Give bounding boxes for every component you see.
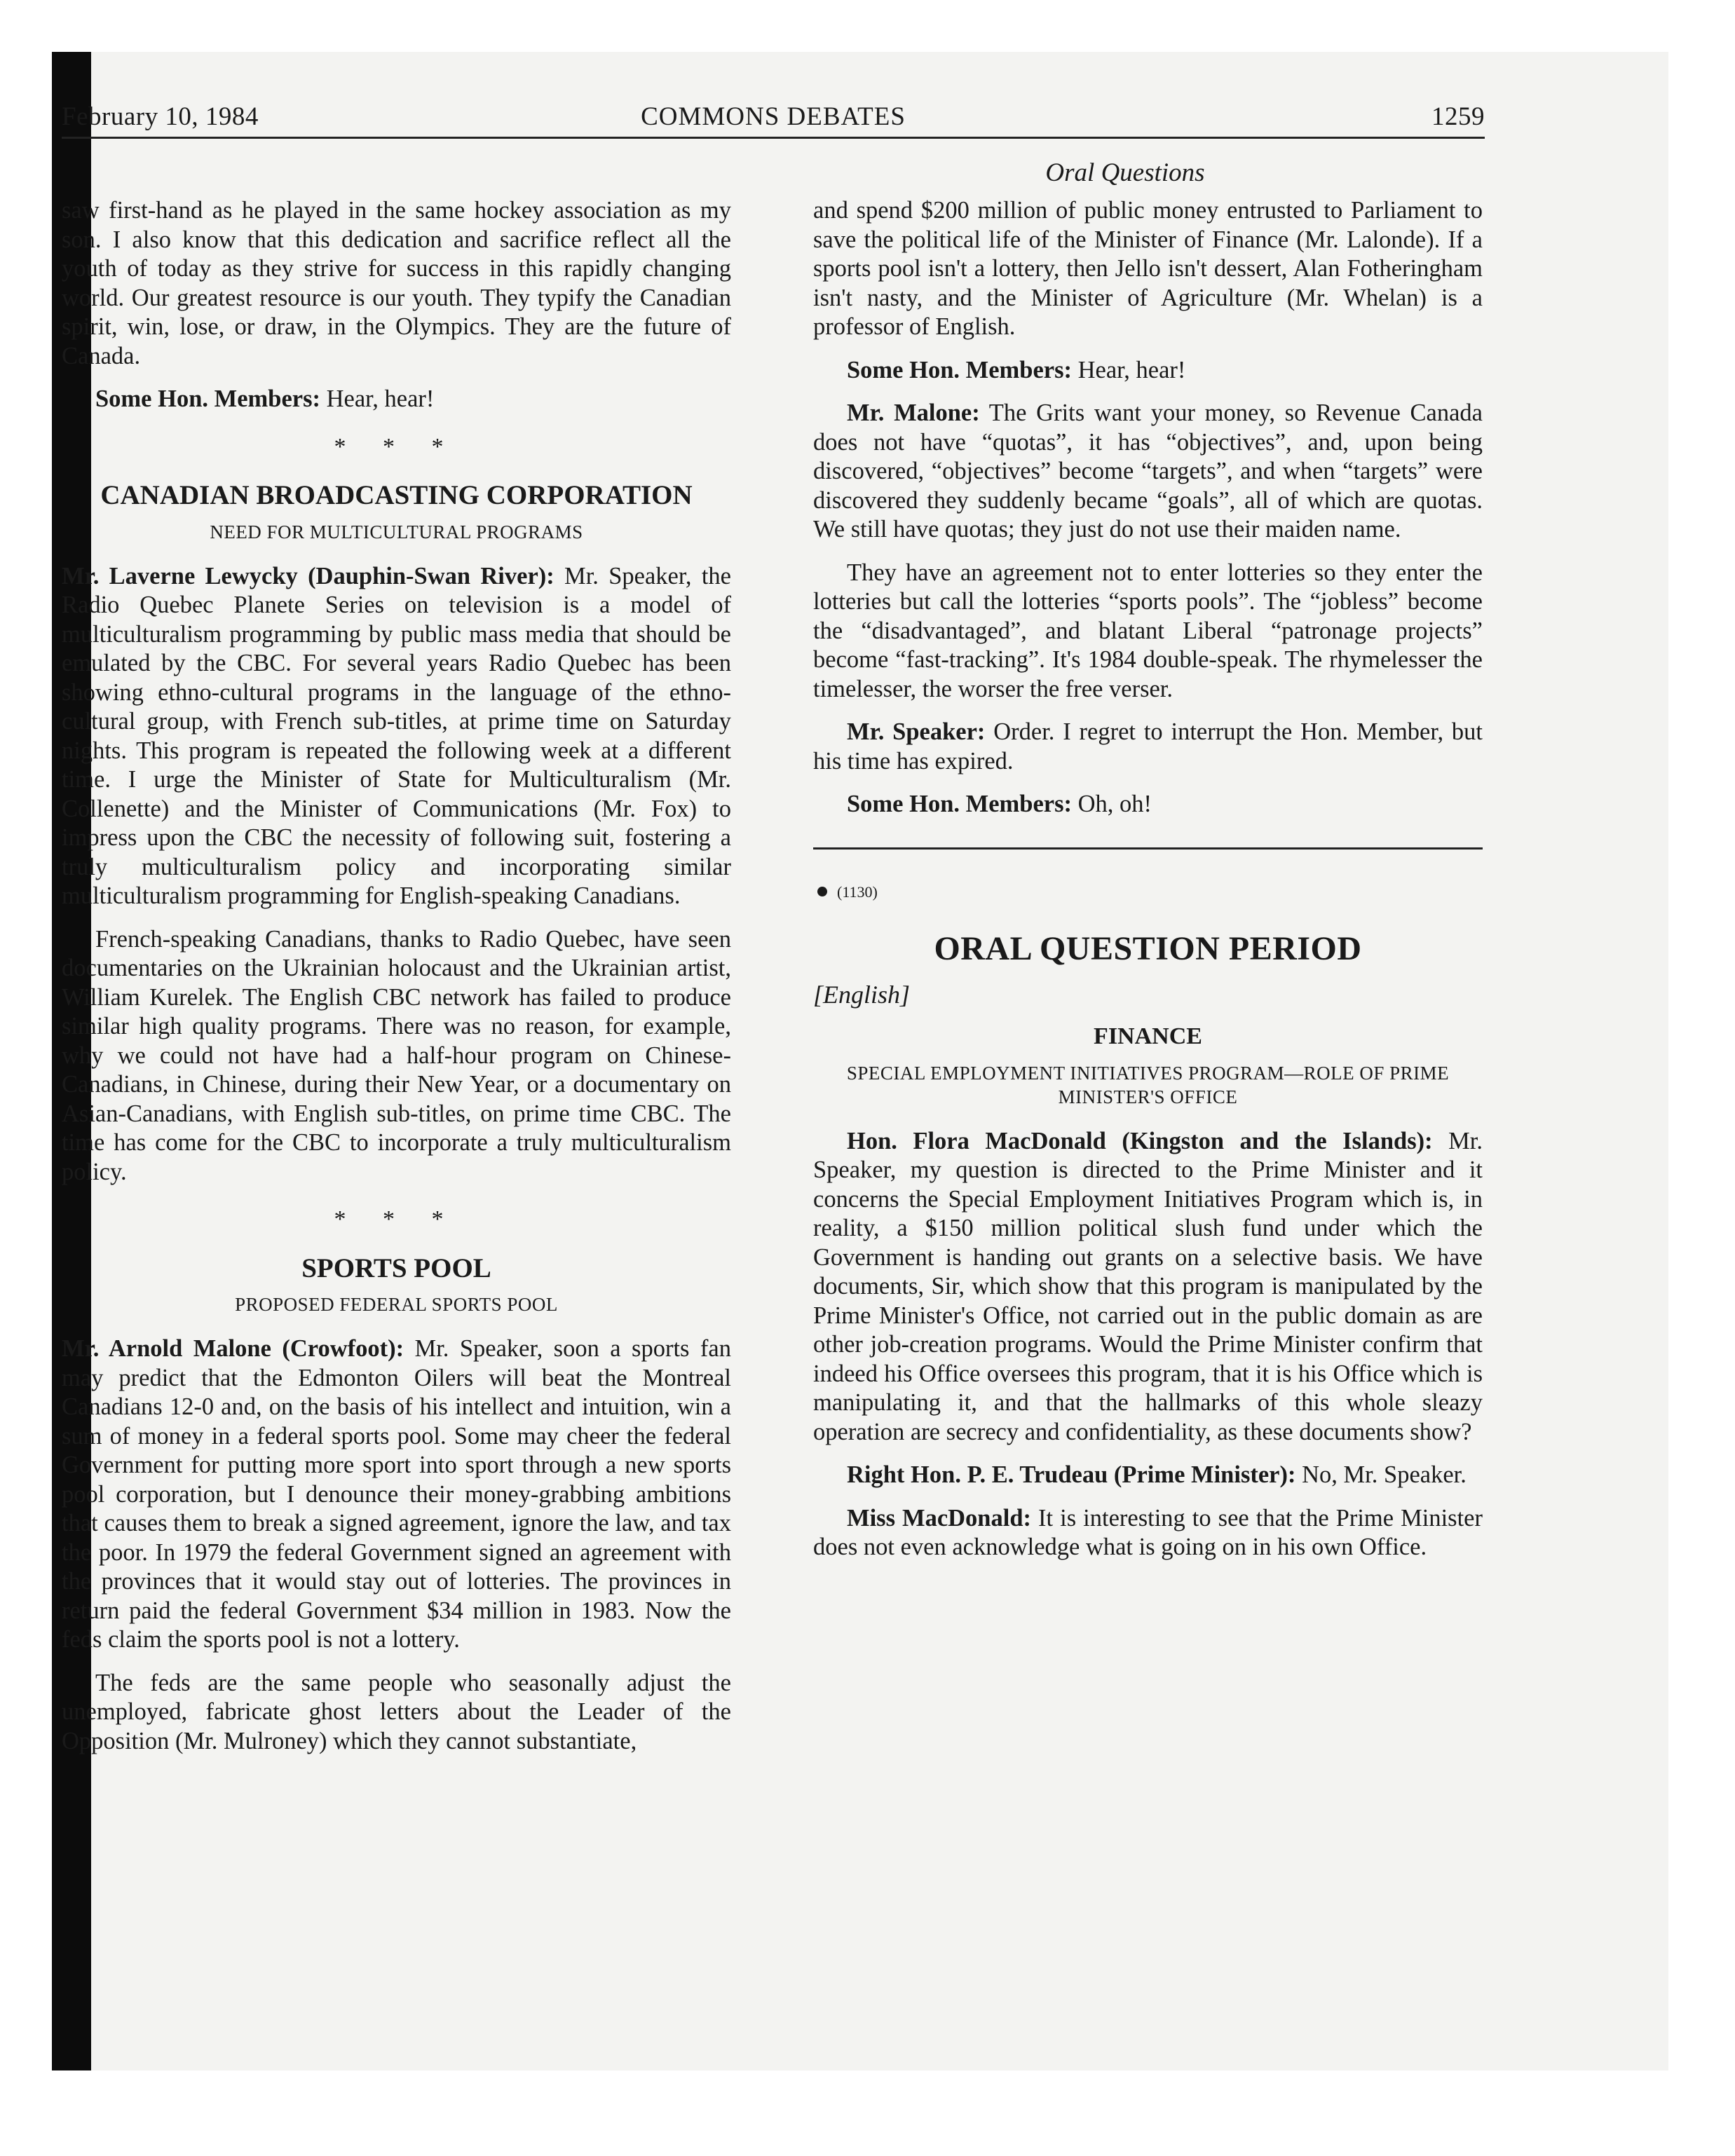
paragraph — [813, 718, 1483, 776]
section-heading: FINANCE — [1094, 1023, 1202, 1049]
paragraph — [813, 790, 1483, 819]
paragraph — [813, 1127, 1483, 1447]
bullet-icon — [817, 887, 827, 896]
paragraph: saw first-hand as he played in the same hockey association as my son. I also know that this dedication and sacrifice reflect all the youth of today as they strive for success in this rapidly changing world. Our greatest resource is our youth. They typify the Canadian spirit, win, lose, or draw, in the Olympics. They are the future of Canada. — [62, 197, 731, 369]
paragraph: The feds are the same people who seasonally adjust the unemployed, fabricate ghost letters about the Leader of the Opposition (Mr. Mulroney) which they cannot substantiate, — [62, 1669, 731, 1754]
speaker-name: Mr. Speaker: — [847, 718, 986, 745]
paragraph — [813, 1461, 1483, 1490]
speaker-name: Some Hon. Members: — [847, 356, 1072, 383]
speaker-name: Right Hon. P. E. Trudeau (Prime Minister): — [847, 1461, 1296, 1488]
header-title: COMMONS DEBATES — [641, 102, 906, 131]
section-divider — [813, 847, 1483, 850]
running-head: Oral Questions — [1045, 158, 1205, 187]
speaker-name: Miss MacDonald: — [847, 1504, 1032, 1531]
speech-text: Mr. Speaker, soon a sports fan may predict that the Edmonton Oilers will beat the Montreal Canadians 12-0 and, on the basis of his intellect and intuition, win a sum of money in a federal sports pool. Some may cheer the federal Government for putting more sport into sport through a new sports pool corporation, but I denounce their money-grabbing ambitions that causes them to break a signed agreement, ignore the law, and tax the poor. In 1979 the federal Government signed an agreement with the provinces that it would stay out of lotteries. The provinces in return paid the federal Government $34 million in 1983. Now the feds claim the sports pool is not a lottery. — [62, 1335, 731, 1653]
speaker-name: Hon. Flora MacDonald (Kingston and the Islands): — [847, 1127, 1433, 1154]
language-marker: [English] — [813, 980, 911, 1009]
speech-text: Hear, hear! — [1071, 356, 1186, 383]
section-separator: * * * — [334, 433, 459, 460]
speech-text: Mr. Speaker, the Radio Quebec Planete Series on television is a model of multiculturalism programming by public mass media that should be emulated by the CBC. For several years Radio Quebec has been showing ethno-cultural programs in the language of the ethno-cultural group, with French sub-titles, at prime time on Saturday nights. This program is repeated the following week at a different time. I urge the Minister of State for Multiculturalism (Mr. Collenette) and the Minister of Communications (Mr. Fox) to impress upon the CBC the necessity of following suit, fostering a truly multiculturalism policy and incorporating similar multiculturalism programming for English-speaking Canadians. — [62, 562, 731, 909]
speech-text: Order. I regret to interrupt the Hon. Member, but his time has expired. — [813, 718, 1483, 775]
paragraph — [62, 1335, 731, 1655]
major-heading: ORAL QUESTION PERIOD — [934, 930, 1362, 967]
time-marker-text: (1130) — [837, 882, 878, 901]
paragraph — [813, 399, 1483, 545]
paragraph: and spend $200 million of public money entrusted to Parliament to save the political life of the Minister of Finance (Mr. Lalonde). If a sports pool isn't a lottery, then Jello isn't dessert, Alan Fotheringham isn't nasty, and the Minister of Agriculture (Mr. Whelan) is a professor of English. — [813, 197, 1483, 340]
header-rule — [62, 137, 1485, 139]
speech-text: Mr. Speaker, my question is directed to the Prime Minister and it concerns the Special Employment Initiatives Program which is, in reality, a $150 million political slush fund under which the Government is handing out grants on a selective basis. We have documents, Sir, which show that this program is manipulated by the Prime Minister's Office, not carried out in the public domain as are other job-creation programs. Would the Prime Minister confirm that indeed his Office oversees this program, that it is his Office which is manipulating it, and that the hallmarks of this whole sleazy operation are secrecy and confidentiality, as these documents show? — [813, 1127, 1483, 1445]
paragraph — [62, 385, 731, 414]
paragraph: French-speaking Canadians, thanks to Radio Quebec, have seen documentaries on the Ukrainian holocaust and the Ukrainian artist, William Kurelek. The English CBC network has failed to produce similar high quality programs. There was no reason, for example, why we could not have had a half-hour program on Chinese-Canadians, in Chinese, during their New Year, or a documentary on Asian-Canadians, with English sub-titles, on prime time CBC. The time has come for the CBC to incorporate a truly multiculturalism policy. — [62, 925, 731, 1185]
left-column — [62, 196, 731, 1770]
speech-text: Hear, hear! — [320, 386, 435, 412]
paragraph — [62, 562, 731, 911]
time-marker — [813, 878, 1483, 907]
header-page-number: 1259 — [1431, 102, 1485, 131]
speech-text: The Grits want your money, so Revenue Canada does not have “quotas”, it has “objectives”, and, upon being discovered, “objectives” become “targets”, and when “targets” were discovered they suddenly became “goals”, all of which are quotas. We still have quotas; they just do not use their maiden name. — [813, 400, 1483, 543]
paragraph — [813, 356, 1483, 386]
section-subheading: NEED FOR MULTICULTURAL PROGRAMS — [210, 521, 583, 543]
section-separator: * * * — [334, 1206, 459, 1232]
speaker-name: Mr. Malone: — [847, 400, 980, 426]
header-date: February 10, 1984 — [62, 102, 259, 131]
paragraph — [813, 1504, 1483, 1562]
section-heading: SPORTS POOL — [301, 1253, 491, 1283]
speaker-name: Mr. Laverne Lewycky (Dauphin-Swan River): — [62, 562, 554, 589]
right-column — [813, 196, 1483, 1576]
speech-text: It is interesting to see that the Prime Minister does not even acknowledge what is going on in his own Office. — [813, 1504, 1483, 1560]
section-subheading: PROPOSED FEDERAL SPORTS POOL — [235, 1294, 558, 1315]
paragraph: They have an agreement not to enter lotteries so they enter the lotteries but call the lotteries “sports pools”. The “jobless” become the “disadvantaged”, and blatant Liberal “patronage projects” become “fast-tracking”. It's 1984 double-speak. The rhymelesser the timelesser, the worser the free verser. — [813, 559, 1483, 702]
speaker-name: Some Hon. Members: — [847, 791, 1072, 817]
speaker-name: Mr. Arnold Malone (Crowfoot): — [62, 1335, 404, 1362]
speech-text: No, Mr. Speaker. — [1295, 1461, 1467, 1488]
speech-text: Oh, oh! — [1071, 791, 1152, 817]
section-heading: CANADIAN BROADCASTING CORPORATION — [100, 480, 693, 510]
speaker-name: Some Hon. Members: — [95, 386, 320, 412]
section-subheading: SPECIAL EMPLOYMENT INITIATIVES PROGRAM—ROLE OF PRIME MINISTER'S OFFICE — [846, 1062, 1450, 1107]
